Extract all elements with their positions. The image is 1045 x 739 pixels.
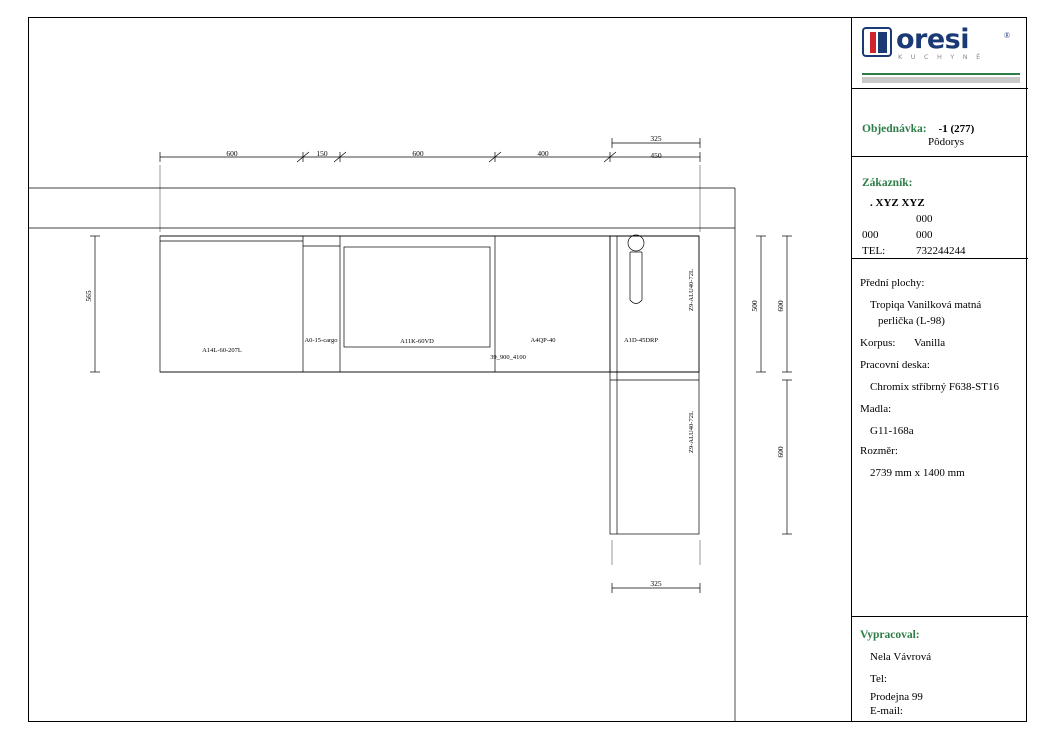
cabinet-label: A0-15-cargo [304,337,338,344]
cabinet-label: A4QP-40 [530,337,556,344]
order-value: -1 (277) [938,123,975,135]
handles-value: G11-168a [870,425,914,437]
cabinet-label: A14L-60-207L [202,347,242,354]
customer-section [852,157,1028,259]
dim-right-3: 600 [776,446,785,458]
dim-top-1: 600 [226,149,238,158]
dim-top-overall: 325 [650,134,662,143]
front-surfaces-label: Přední plochy: [860,277,925,289]
worktop-label: Pracovní deska: [860,359,930,371]
order-section [852,89,1028,157]
customer-name: . XYZ XYZ [870,197,925,209]
logo-section [852,17,1028,89]
dim-top-5: 450 [650,151,662,160]
author-tel-label: Tel: [870,673,887,685]
customer-label: Zákazník: [862,177,913,189]
view-type-label: Pôdorys [928,136,965,148]
customer-line-3b: 000 [916,229,933,241]
author-shop: Prodejna 99 [870,691,923,703]
size-value: 2739 mm x 1400 mm [870,467,965,479]
logo-brand-text: oresi [896,24,970,55]
author-name: Nela Vávrová [870,651,932,663]
worktop-value: Chromix stříbrný F638-ST16 [870,381,999,393]
oresi-logo [862,25,1020,65]
author-email-label: E-mail: [870,705,903,717]
corpus-value: Vanilla [914,337,946,349]
front-surfaces-value-2: perlička (L-98) [878,315,945,327]
dim-top-4: 400 [537,149,549,158]
logo-tagline: K U C H Y N Ě [898,53,984,61]
dim-top-3: 600 [412,149,424,158]
logo-divider-rules [862,73,1020,83]
dim-bottom: 325 [650,579,662,588]
cabinet-label: A11K-60VD [400,338,434,345]
order-label: Objednávka: [862,123,927,135]
customer-tel-value: 732244244 [916,245,966,257]
dim-left: 565 [84,290,93,302]
cabinet-label: A1D-45DRP [624,337,658,344]
worktop-label: 39_900_4100 [490,354,526,361]
info-panel [851,17,1027,722]
front-surfaces-value-1: Tropiqa Vanilková matná [870,299,982,311]
dim-top-2: 150 [316,149,328,158]
customer-line-3a: 000 [862,229,879,241]
customer-tel-label: TEL: [862,245,886,257]
profile-label: Z9-ALU40-72L [688,269,695,311]
dim-right-2: 600 [776,300,785,312]
author-label: Vypracoval: [860,629,920,641]
size-label: Rozměr: [860,445,898,457]
specification-section [852,259,1028,617]
corpus-label: Korpus: [860,337,896,349]
logo-registered-mark: ® [1004,31,1011,40]
logo-mark-icon [862,27,892,57]
profile-label: Z9-ALU40-72L [688,411,695,453]
author-section [852,617,1028,722]
dim-right-1: 500 [750,300,759,312]
customer-line-2: 000 [916,213,933,225]
handles-label: Madla: [860,403,892,415]
